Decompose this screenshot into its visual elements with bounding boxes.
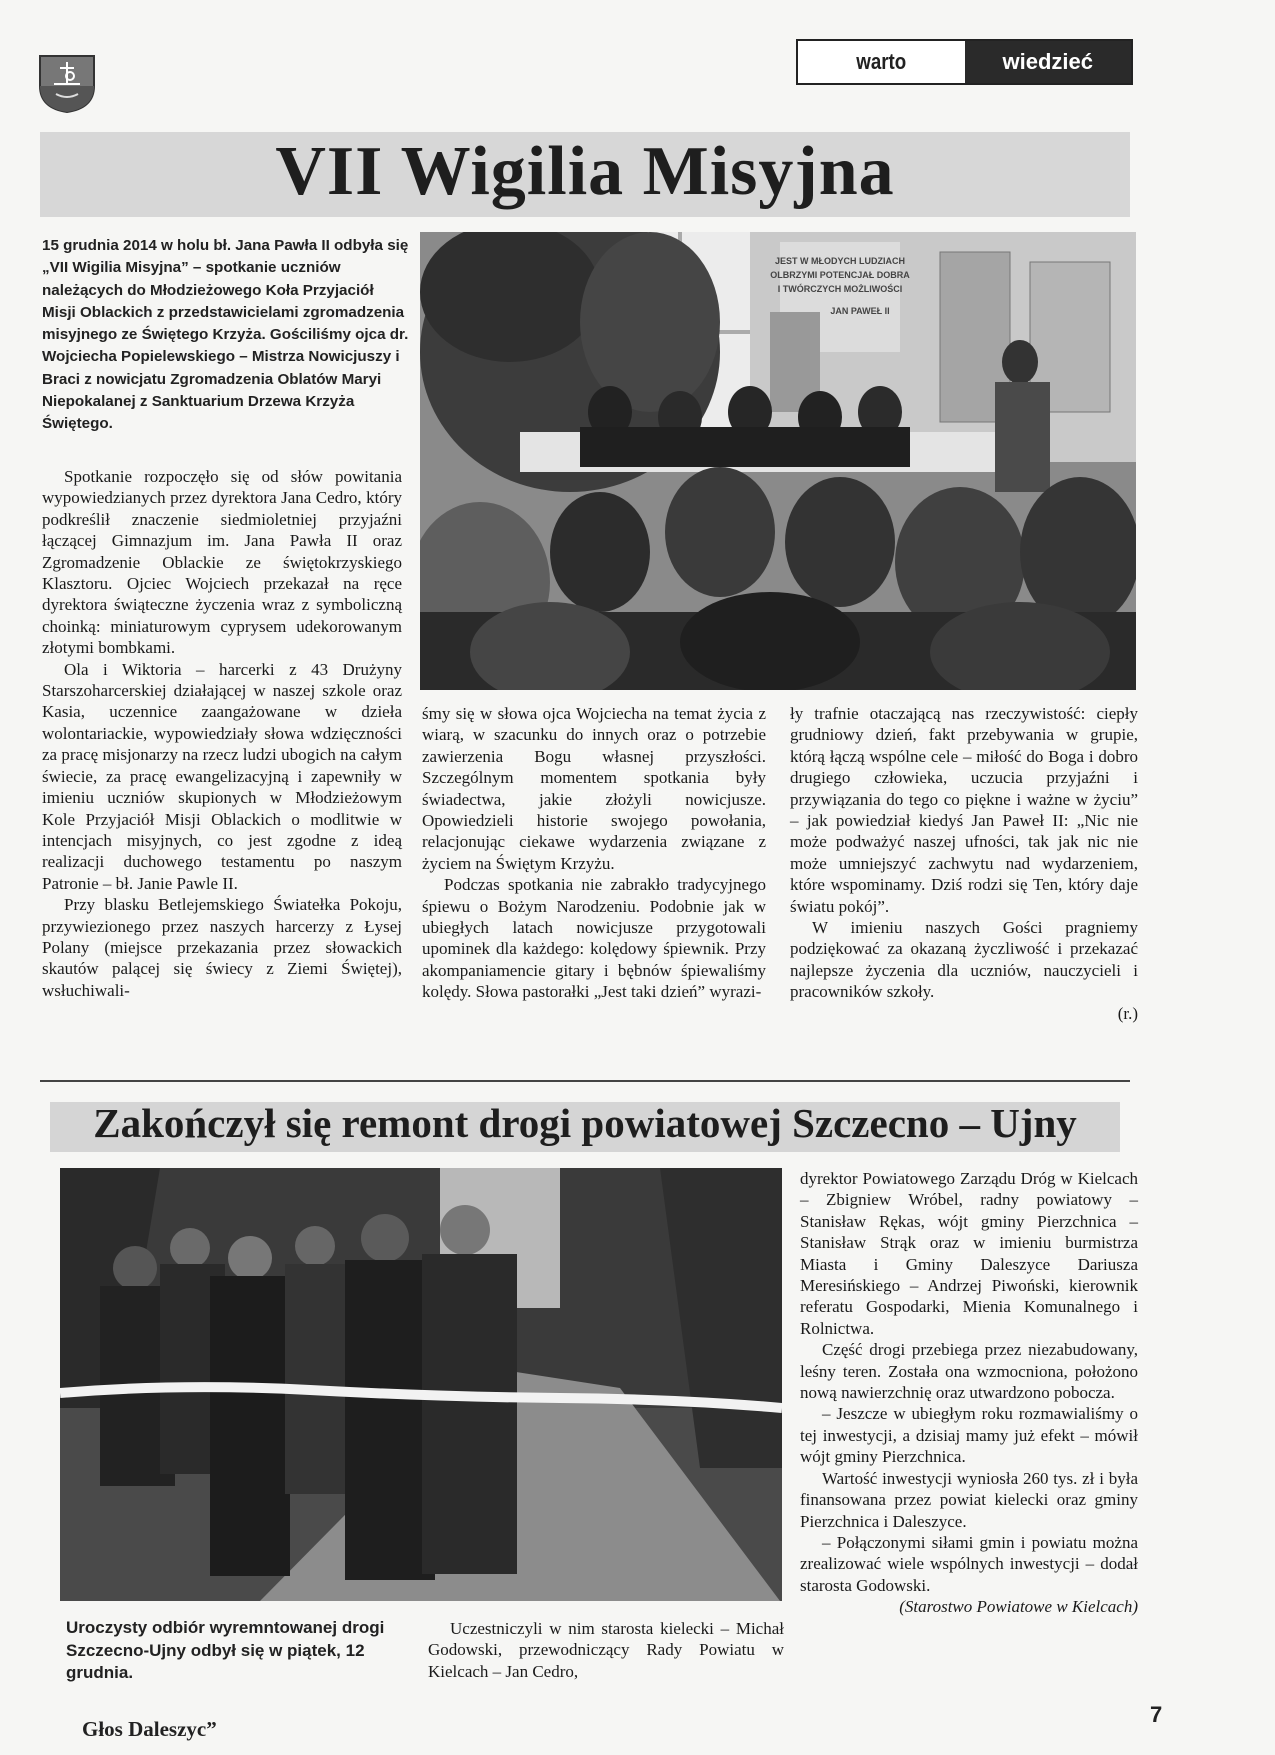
photo-caption: Uroczysty odbiór wyremntowanej drogi Szczecno-Ujny odbył się w piątek, 12 grudnia. xyxy=(66,1618,385,1682)
page-number: 7 xyxy=(1150,1702,1163,1727)
wigilia-meeting-photo xyxy=(420,232,1136,690)
article-1-lead: 15 grudnia 2014 w holu bł. Jana Pawła II odbyła się „VII Wigilia Misyjna” – spotkanie uczniów należących do Młodzieżowego Koła Przyjaciół Misji Oblackich z przedstawicielami zgromadzenia misyjnego ze Świętego Krzyża. Gościliśmy ojca dr. Wojciecha Popielewskiego – Mistrza Nowicjuszy i Braci z nowicjatu Zgromadzenia Oblatów Maryi Niepokalanej z Sanktuarium Drzewa Krzyża Świętego. xyxy=(42,237,409,433)
paragraph: Uczestniczyli w nim starosta kielecki – Michał Godowski, przewodniczący Rady Powiatu w Kielcach – Jan Cedro, xyxy=(428,1619,784,1681)
paragraph: dyrektor Powiatowego Zarządu Dróg w Kielcach – Zbigniew Wróbel, radny powiatowy – Stanisław Rękas, wójt gminy Pierzchnica – Stanisław Strąk oraz w imieniu burmistrza Miasta i Gminy Daleszyce Dariusza Meresińskiego – Andrzej Piwoński, kierownik referatu Gospodarki, Mienia Komunalnego i Rolnictwa. xyxy=(800,1169,1138,1338)
paragraph: – Jeszcze w ubiegłym roku rozmawialiśmy o tej inwestycji, a dzisiaj mamy już efekt – mówił wójt gminy Pierzchnica. xyxy=(800,1404,1138,1467)
article-1-title: VII Wigilia Misyjna xyxy=(275,133,895,210)
paragraph: – Połączonymi siłami gmin i powiatu można zrealizować wiele wspólnych inwestycji – dodał starosta Godowski. xyxy=(800,1532,1138,1595)
article-1-column-2 xyxy=(422,703,766,1003)
paragraph: Podczas spotkania nie zabrakło tradycyjnego śpiewu o Bożym Narodzeniu. Podobnie jak w ubiegłych latach nowicjusze przygotowali upominek dla każdego: kolędowy śpiewnik. Przy akompaniamencie gitary i bębnów śpiewaliśmy kolędy. Słowa pastorałki „Jest taki dzień” wyrazi- xyxy=(422,875,766,1002)
article-1-signature: (r.) xyxy=(1117,1003,1138,1023)
article-2-column-right xyxy=(800,1168,1138,1618)
article-1-column-3 xyxy=(790,703,1138,1024)
section-tag-right: wiedzieć xyxy=(965,41,1132,83)
article-1-column-1 xyxy=(42,466,402,1001)
section-tag xyxy=(796,39,1133,85)
paragraph: Część drogi przebiega przez niezabudowany, leśny teren. Została ona wzmocniona, położono nową nawierzchnię oraz utwardzono pobocza. xyxy=(800,1340,1138,1403)
poster-text-line: OLBRZYMI POTENCJAŁ DOBRA xyxy=(770,270,910,280)
ribbon-cutting-photo xyxy=(60,1168,782,1601)
article-2-title: Zakończył się remont drogi powiatowej Szczecno – Ujny xyxy=(93,1100,1077,1146)
paragraph: Wartość inwestycji wyniosła 260 tys. zł i była finansowana przez powiat kielecki oraz gminy Pierzchnica i Daleszyce. xyxy=(800,1468,1138,1531)
paragraph: Spotkanie rozpoczęło się od słów powitania wypowiedzianych przez dyrektora Jana Cedro, który podkreślił znaczenie siedmioletniej przyjaźni łączącej Gimnazjum im. Jana Pawła II oraz Zgromadzenie Oblackie ze świętokrzyskiego Klasztoru. Ojciec Wojciech przekazał na ręce dyrektora świąteczne życzenia wraz z symboliczną choinką: miniaturowym cyprysem udekorowanym złotymi bombkami. xyxy=(42,467,402,658)
article-2-column-left xyxy=(428,1618,784,1682)
paragraph: Ola i Wiktoria – harcerki z 43 Drużyny Starszoharcerskiej działającej w naszej szkole oraz Kasia, uczennice zaangażowane w dzieła wolontariackie, wypowiedziały słowa wdzięczności za pracę misjonarzy na rzecz ludzi ubogich na całym świecie, za pracę ewangelizacyjną i zapewniły w imieniu uczniów skupionych w Młodzieżowym Kole Przyjaciół Misji Oblackich o modlitwie w intencjach misyjnych, co jest zgodne z ideą realizacji duchowego testamentu po naszym Patronie – bł. Janie Pawle II. xyxy=(42,659,402,893)
municipal-crest-icon xyxy=(36,52,98,114)
section-tag-left: warto xyxy=(856,49,907,74)
publication-name: Głos Daleszyc” xyxy=(82,1717,217,1741)
paragraph: śmy się w słowa ojca Wojciecha na temat życia z wiarą, w szacunku do innych oraz o potrzebie zawierzenia Bogu własnej przyszłości. Szczególnym momentem spotkania były świadectwa, jakie złożyli nowicjusze. Opowiedzieli historie swojego powołania, relacjonując ciekawe wydarzenia związane z życiem na Świętym Krzyżu. xyxy=(422,704,766,873)
paragraph: ły trafnie otaczającą nas rzeczywistość: ciepły grudniowy dzień, fakt przebywania w grupie, którą łączą wspólne cele – miłość do Boga i dobro drugiego człowieka, uczucia przyjaźni i przywiązania do tego co piękne i ważne w życiu” – jak powiedział kiedyś Jan Paweł II: „Nic nie może podważyć naszej ufności, tak jak nic nie może umniejszyć zachwytu nad wydarzeniem, które wspominamy. Dziś rodzi się Ten, który daje światu pokój”. xyxy=(790,704,1138,916)
poster-text-line: I TWÓRCZYCH MOŻLIWOŚCI xyxy=(777,284,903,294)
paragraph: W imieniu naszych Gości pragniemy podziękować za okazaną życzliwość i przekazać najlepsze życzenia dla uczniów, nauczycieli i pracowników szkoły. xyxy=(790,918,1138,1002)
article-2-signature: (Starostwo Powiatowe w Kielcach) xyxy=(899,1597,1138,1617)
poster-text-line: JEST W MŁODYCH LUDZIACH xyxy=(775,256,905,266)
paragraph: Przy blasku Betlejemskiego Światełka Pokoju, przywiezionego przez naszych harcerzy z Łysej Polany (miejsce przekazania przez słowackich skautów palącej się świecy z Ziemi Świętej), wsłuchiwali- xyxy=(42,895,402,1000)
poster-text-line: JAN PAWEŁ II xyxy=(830,306,890,316)
article-divider xyxy=(40,1080,1130,1082)
